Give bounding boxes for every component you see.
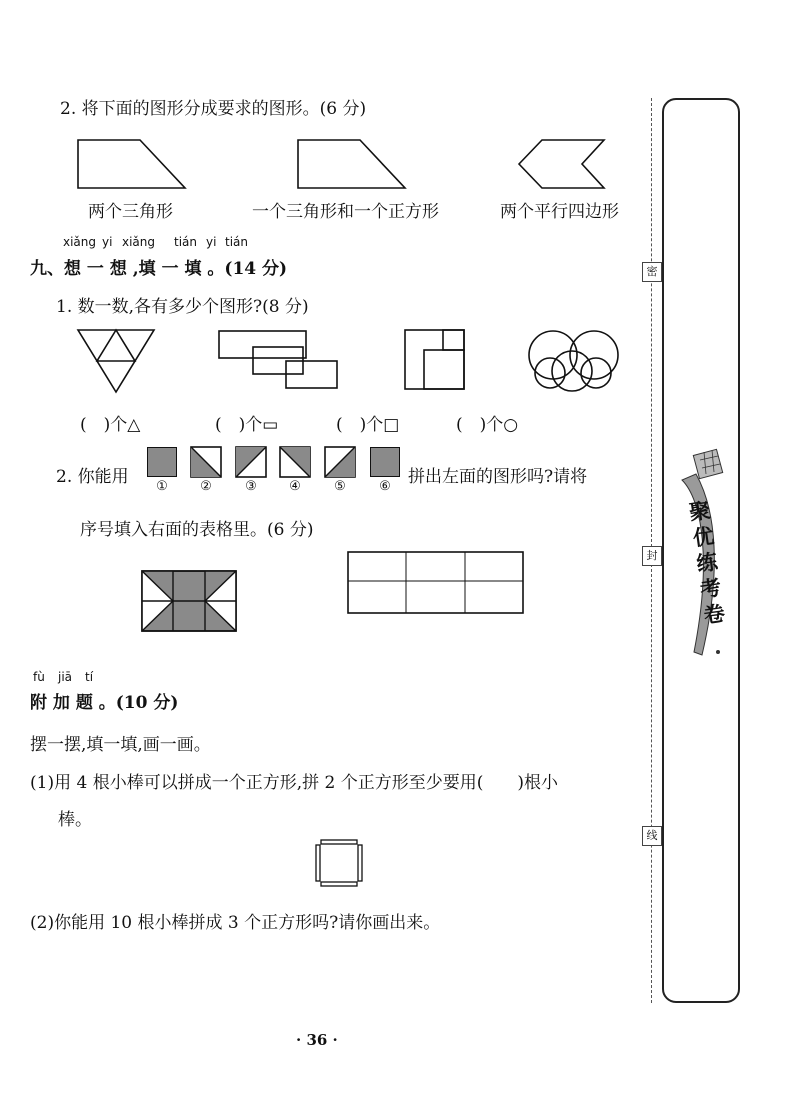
answer-circles[interactable]: ( )个○ — [456, 415, 519, 435]
squares-figure — [405, 330, 464, 389]
pinyin-fu: fù — [33, 670, 45, 684]
tile-1-shaded — [147, 447, 177, 477]
page-number: · 36 · — [296, 1031, 338, 1049]
answer-squares[interactable]: ( )个□ — [336, 415, 400, 435]
seal-xian: 线 — [642, 826, 662, 846]
answer-table[interactable] — [348, 552, 523, 613]
tile-5-diagonal — [325, 447, 355, 477]
caption-two-parallelograms: 两个平行四边形 — [500, 202, 619, 222]
tile-2-diagonal — [191, 447, 221, 477]
tile-4-diagonal — [280, 447, 310, 477]
bonus-question-1-line1: (1)用 4 根小棒可以拼成一个正方形,拼 2 个正方形至少要用( )根小 — [30, 773, 558, 793]
question-2-title: 2. 将下面的图形分成要求的图形。(6 分) — [60, 99, 367, 119]
circles-figure — [529, 331, 618, 391]
answer-triangles[interactable]: ( )个△ — [80, 415, 141, 435]
question-2b-prefix: 2. 你能用 — [56, 467, 129, 487]
pinyin-xiang1: xiǎng — [63, 235, 97, 249]
pinyin-ti: tí — [85, 670, 94, 684]
composite-tile-figure — [142, 571, 236, 631]
caption-two-triangles: 两个三角形 — [88, 202, 173, 222]
tile-number-1: ① — [156, 479, 168, 494]
seal-mi: 密 — [642, 262, 662, 282]
tile-6-shaded — [370, 447, 400, 477]
answer-rectangles[interactable]: ( )个▭ — [215, 415, 279, 435]
section-9-title: 九、想 一 想 ,填 一 填 。(14 分) — [30, 259, 288, 279]
question-2b-suffix: 拼出左面的图形吗?请将 — [408, 467, 588, 487]
question-2b-line2: 序号填入右面的表格里。(6 分) — [80, 520, 314, 540]
question-1-title: 1. 数一数,各有多少个图形?(8 分) — [56, 297, 309, 317]
pinyin-yi1: yi — [102, 235, 113, 249]
stick-square-figure — [316, 840, 362, 886]
pinyin-tian2: tián — [225, 235, 248, 249]
bonus-question-2: (2)你能用 10 根小棒拼成 3 个正方形吗?请你画出来。 — [30, 913, 441, 933]
pinyin-yi2: yi — [206, 235, 217, 249]
seal-feng: 封 — [642, 546, 662, 566]
sparkle-icon — [716, 650, 720, 654]
tile-number-2: ② — [200, 479, 212, 494]
tile-number-5: ⑤ — [334, 479, 346, 494]
tile-number-3: ③ — [245, 479, 257, 494]
tile-number-4: ④ — [289, 479, 301, 494]
tile-number-6: ⑥ — [379, 479, 391, 494]
caption-triangle-square: 一个三角形和一个正方形 — [252, 202, 439, 222]
bonus-title: 附 加 题 。(10 分) — [30, 693, 179, 713]
bonus-question-1-line2: 棒。 — [58, 810, 92, 830]
rectangles-figure — [219, 331, 337, 388]
pinyin-xiang2: xiǎng — [122, 235, 156, 249]
tile-3-diagonal — [236, 447, 266, 477]
bonus-intro: 摆一摆,填一填,画一画。 — [30, 735, 211, 755]
brand-title: 聚优练考卷 — [687, 498, 727, 628]
pinyin-tian1: tián — [174, 235, 197, 249]
pinyin-jia: jiā — [58, 670, 73, 684]
